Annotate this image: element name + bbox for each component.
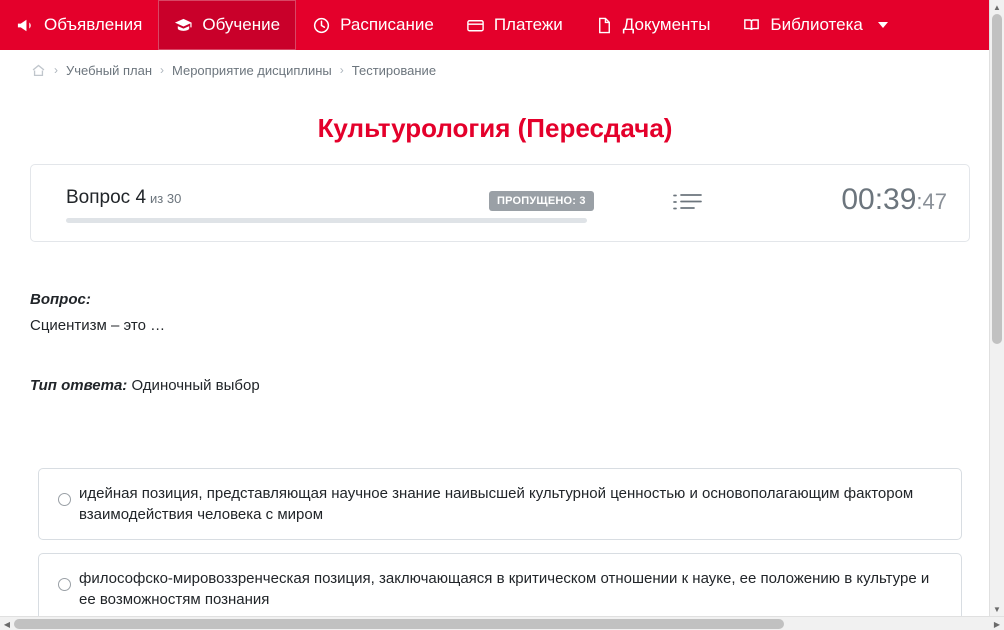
scroll-right-icon[interactable]: ▶ <box>993 619 1001 629</box>
scroll-up-icon[interactable]: ▲ <box>993 2 1001 12</box>
horizontal-scroll-thumb[interactable] <box>14 619 784 629</box>
question-number-label: Вопрос 4 <box>66 187 147 208</box>
radio-button-icon[interactable] <box>58 578 71 591</box>
graduation-cap-icon <box>174 16 193 35</box>
document-icon <box>595 16 614 35</box>
home-icon[interactable] <box>30 62 46 78</box>
question-label: Вопрос: <box>30 291 91 308</box>
breadcrumb-item-curriculum[interactable]: Учебный план <box>66 62 152 78</box>
radio-button-icon[interactable] <box>58 493 71 506</box>
answer-option[interactable] <box>38 468 962 540</box>
nav-label-schedule: Расписание <box>340 15 434 34</box>
answer-options <box>38 468 962 630</box>
timer-minutes: 00:39 <box>841 183 917 216</box>
breadcrumb-item-testing: Тестирование <box>351 62 437 78</box>
page-title: Культурология (Пересдача) <box>317 113 673 143</box>
answer-option-label: идейная позиция, представляющая научное знание наивысшей культурной ценностью и основополагающим фактором взаимодействия человека с миром <box>79 485 914 523</box>
chevron-down-icon[interactable] <box>878 22 888 28</box>
main-navigation <box>0 0 990 50</box>
breadcrumb-separator-2: › <box>160 63 164 77</box>
answer-type-row <box>30 377 260 394</box>
breadcrumb <box>30 62 436 78</box>
answer-option-label: философско-мировоззренческая позиция, заключающаяся в критическом отношении к науке, ее положению в культуре и ее возможностям познания <box>79 570 930 608</box>
nav-label-payments: Платежи <box>493 15 563 34</box>
nav-item-payments[interactable] <box>450 0 579 50</box>
answer-type-label: Тип ответа: <box>30 377 128 394</box>
breadcrumb-separator-1: › <box>54 63 58 77</box>
nav-label-education: Обучение <box>202 15 281 34</box>
skipped-badge: ПРОПУЩЕНО: 3 <box>489 191 594 211</box>
question-progress-bar <box>66 218 587 223</box>
nav-item-library[interactable] <box>726 0 903 50</box>
question-text: Сциентизм – это … <box>30 317 166 334</box>
nav-item-schedule[interactable] <box>296 0 450 50</box>
question-header-card <box>30 164 970 242</box>
clock-icon <box>312 16 331 35</box>
nav-item-announcements[interactable] <box>0 0 158 50</box>
nav-label-announcements: Объявления <box>44 15 143 34</box>
credit-card-icon <box>466 16 485 35</box>
countdown-timer <box>841 183 947 217</box>
nav-item-education[interactable] <box>158 0 296 50</box>
nav-label-library: Библиотека <box>770 15 863 34</box>
vertical-scroll-thumb[interactable] <box>992 14 1002 344</box>
answer-type-value: Одиночный выбор <box>131 377 260 394</box>
question-count-label: из 30 <box>150 191 182 206</box>
question-list-icon[interactable] <box>671 189 705 219</box>
breadcrumb-item-discipline-event[interactable]: Мероприятие дисциплины <box>172 62 332 78</box>
scroll-left-icon[interactable]: ◀ <box>3 619 11 629</box>
timer-seconds: :47 <box>916 189 947 214</box>
nav-label-documents: Документы <box>622 15 711 34</box>
breadcrumb-separator-3: › <box>339 63 344 77</box>
nav-item-documents[interactable] <box>579 0 727 50</box>
book-icon <box>742 16 761 35</box>
megaphone-icon <box>16 16 35 35</box>
question-number <box>66 187 181 209</box>
vertical-scrollbar[interactable] <box>989 0 1004 616</box>
horizontal-scrollbar[interactable] <box>0 616 1004 630</box>
scroll-down-icon[interactable]: ▼ <box>993 604 1001 614</box>
answer-option[interactable] <box>38 553 962 625</box>
